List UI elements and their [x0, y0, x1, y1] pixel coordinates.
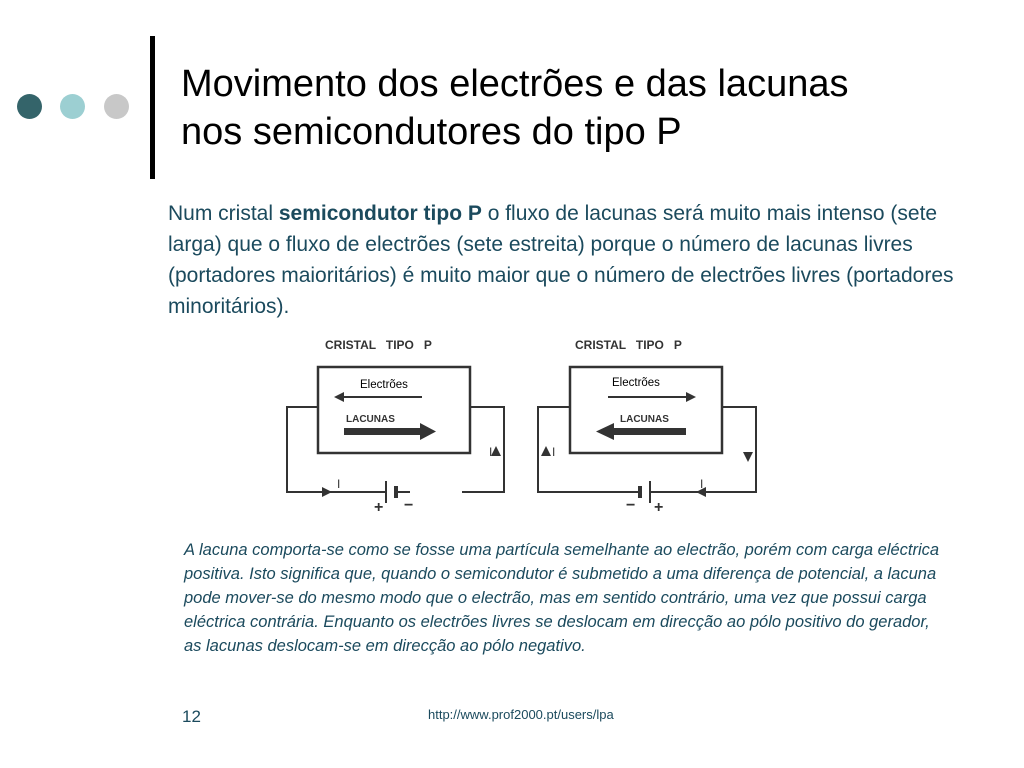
current-label-bottom: I — [700, 477, 704, 491]
diagram-p-crystal-right — [530, 330, 760, 520]
circuit-wire-right — [662, 407, 756, 492]
hole-arrow-head — [420, 423, 436, 440]
electron-arrow-head — [334, 392, 344, 402]
body-paragraph — [168, 198, 958, 322]
electron-arrow-head — [686, 392, 696, 402]
battery-minus: − — [626, 497, 636, 514]
current-label-side: I — [489, 445, 493, 459]
holes-label: LACUNAS — [346, 414, 395, 425]
footer-link[interactable]: http://www.prof2000.pt/users/lpa — [428, 707, 614, 722]
body-part-2: o fluxo de lacunas será muito mais intenso (sete larga) que o fluxo de electrões (sete estreita) porque o número de lacunas livres (portadores maioritários) é muito maior que o número de electrões livres (portadores minoritários). — [168, 202, 954, 318]
current-arrow-side — [541, 446, 551, 456]
slide-title — [181, 60, 981, 156]
hole-arrow — [344, 428, 422, 435]
body-part-1: Num cristal — [168, 202, 279, 225]
battery-plus: + — [374, 499, 384, 515]
diagram-heading: CRISTAL TIPO P — [325, 338, 432, 352]
battery-plus: + — [654, 499, 664, 515]
caption-paragraph: A lacuna comporta-se como se fosse uma partícula semelhante ao electrão, porém com carga eléctrica positiva. Isto significa que, quando o semicondutor é submetido a uma diferença de potencial, a lacuna pode mover-se do mesmo modo que o electrão, mas em sentido contrário, uma vez que possui carga eléctrica contrária. Enquanto os electrões livres se deslocam em direcção ao pólo positivo do gerador, as lacunas deslocam-se em direcção ao pólo negativo. — [184, 541, 940, 655]
battery-minus: − — [404, 497, 414, 514]
current-label-side: I — [552, 445, 556, 459]
body-bold-term: semicondutor tipo P — [278, 202, 482, 225]
decor-dot-grey — [104, 94, 129, 119]
current-arrow-side-right — [743, 452, 753, 462]
title-line-2: nos semicondutores do tipo P — [181, 111, 682, 153]
diagram-p-crystal-left — [280, 330, 510, 520]
decor-dot-dark — [17, 94, 42, 119]
hole-arrow — [612, 428, 686, 435]
current-label-bottom: I — [337, 477, 341, 491]
current-arrow-side — [491, 446, 501, 456]
decor-dot-light — [60, 94, 85, 119]
current-arrow-bottom — [322, 487, 332, 497]
holes-label: LACUNAS — [620, 414, 669, 425]
title-divider — [150, 36, 155, 179]
hole-arrow-head — [596, 423, 614, 440]
diagram-heading: CRISTAL TIPO P — [575, 338, 682, 352]
title-line-1: Movimento dos electrões e das lacunas — [181, 63, 849, 105]
page-number: 12 — [182, 707, 201, 726]
electrons-label: Electrões — [360, 379, 408, 391]
electrons-label: Electrões — [612, 377, 660, 389]
